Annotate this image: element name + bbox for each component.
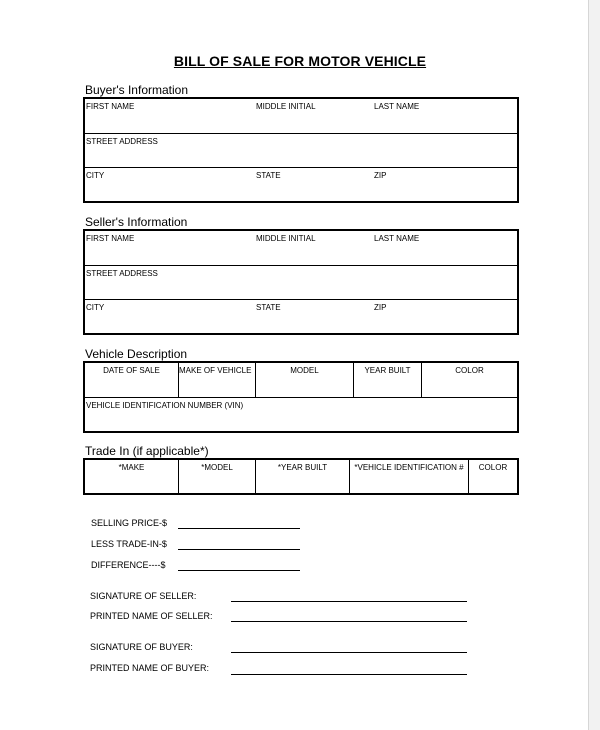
- seller-last-name-field[interactable]: LAST NAME: [374, 234, 420, 243]
- page-title: BILL OF SALE FOR MOTOR VEHICLE: [173, 53, 427, 69]
- vehicle-make-field[interactable]: MAKE OF VEHICLE: [179, 363, 256, 397]
- seller-signature-label: SIGNATURE OF SELLER:: [90, 591, 197, 601]
- seller-city-row: [85, 300, 517, 333]
- seller-address-row: [85, 266, 517, 300]
- vehicle-color-field[interactable]: COLOR: [455, 366, 484, 375]
- selling-price-label: SELLING PRICE-$: [91, 518, 168, 528]
- seller-middle-initial-field[interactable]: MIDDLE INITIAL: [256, 234, 316, 243]
- trade-in-section-title: Trade In (if applicable*): [85, 444, 209, 458]
- seller-street-address-field[interactable]: STREET ADDRESS: [86, 269, 158, 278]
- trade-in-year-built-field[interactable]: *YEAR BUILT: [256, 460, 350, 493]
- buyer-signature-line[interactable]: [231, 652, 467, 653]
- seller-first-name-field[interactable]: FIRST NAME: [86, 234, 135, 243]
- trade-in-box: [83, 458, 519, 495]
- vehicle-year-built-field[interactable]: YEAR BUILT: [354, 363, 422, 397]
- buyer-printed-name-line[interactable]: [231, 674, 467, 675]
- buyer-address-row: [85, 134, 517, 168]
- buyer-city-row: [85, 168, 517, 201]
- trade-in-color-field[interactable]: COLOR: [478, 463, 508, 472]
- trade-in-model-field[interactable]: *MODEL: [179, 460, 256, 493]
- seller-city-field[interactable]: CITY: [86, 303, 105, 312]
- buyer-section-title: Buyer's Information: [85, 83, 189, 97]
- trade-in-make-field[interactable]: *MAKE: [85, 460, 179, 493]
- trade-in-vin-field[interactable]: *VEHICLE IDENTIFICATION #: [350, 460, 469, 493]
- difference-label: DIFFERENCE----$: [91, 560, 166, 570]
- buyer-name-row: [85, 99, 517, 134]
- vehicle-date-of-sale-field[interactable]: DATE OF SALE: [85, 363, 179, 397]
- buyer-first-name-field[interactable]: FIRST NAME: [86, 102, 135, 111]
- vehicle-vin-field[interactable]: VEHICLE IDENTIFICATION NUMBER (VIN): [86, 401, 244, 410]
- vehicle-section-title: Vehicle Description: [85, 347, 188, 361]
- vehicle-header-row: [85, 363, 517, 398]
- buyer-zip-field[interactable]: ZIP: [374, 171, 387, 180]
- seller-printed-name-line[interactable]: [231, 621, 467, 622]
- buyer-state-field[interactable]: STATE: [256, 171, 281, 180]
- seller-info-box: [83, 229, 519, 335]
- buyer-last-name-field[interactable]: LAST NAME: [374, 102, 420, 111]
- vehicle-vin-row: [85, 398, 517, 431]
- seller-state-field[interactable]: STATE: [256, 303, 281, 312]
- buyer-signature-label: SIGNATURE OF BUYER:: [90, 642, 193, 652]
- seller-signature-line[interactable]: [231, 601, 467, 602]
- trade-in-row: [85, 460, 517, 493]
- buyer-info-box: [83, 97, 519, 203]
- buyer-printed-name-label: PRINTED NAME OF BUYER:: [90, 663, 210, 673]
- seller-name-row: [85, 231, 517, 266]
- seller-printed-name-label: PRINTED NAME OF SELLER:: [90, 611, 213, 621]
- buyer-street-address-field[interactable]: STREET ADDRESS: [86, 137, 158, 146]
- selling-price-line[interactable]: [178, 528, 300, 529]
- seller-section-title: Seller's Information: [85, 215, 188, 229]
- buyer-city-field[interactable]: CITY: [86, 171, 105, 180]
- difference-line[interactable]: [178, 570, 300, 571]
- vehicle-model-field[interactable]: MODEL: [256, 363, 354, 397]
- vehicle-description-box: [83, 361, 519, 433]
- seller-zip-field[interactable]: ZIP: [374, 303, 387, 312]
- less-trade-in-line[interactable]: [178, 549, 300, 550]
- buyer-middle-initial-field[interactable]: MIDDLE INITIAL: [256, 102, 316, 111]
- less-trade-in-label: LESS TRADE-IN-$: [91, 539, 167, 549]
